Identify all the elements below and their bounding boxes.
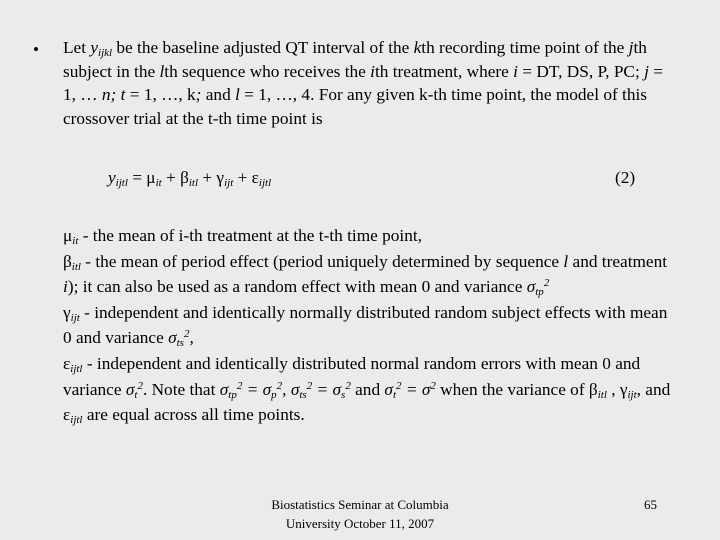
sigma-subscript: tp [535, 286, 544, 299]
gamma-subscript: ijt [627, 388, 637, 401]
eq-beta: + β [161, 168, 189, 187]
var-l: l [235, 85, 240, 104]
gamma-symbol: γ [619, 379, 628, 399]
model-equation [108, 166, 271, 190]
sigma-subscript: p [271, 388, 277, 401]
intro-text: th treatment, where [374, 61, 514, 81]
var-y: y [90, 38, 99, 57]
epsilon-subscript: ijtl [70, 414, 83, 427]
eq-beta-subscript: itl [188, 177, 199, 189]
intro-text: = DT, DS, P, PC; [517, 61, 645, 81]
sigma-superscript: 2 [396, 379, 402, 392]
sigma-superscript: 2 [430, 379, 436, 392]
eq-lhs-subscript: ijtl [115, 177, 128, 189]
gamma-subscript: ijt [70, 311, 80, 324]
var-l: l [159, 61, 165, 81]
var-i: i [370, 61, 375, 81]
intro-text: th recording time point of the [421, 38, 629, 57]
beta-symbol: β [588, 379, 598, 399]
intro-text: ; [195, 85, 202, 104]
bullet-icon: • [33, 40, 39, 59]
var-i: i [63, 277, 68, 297]
sigma-superscript: 2 [236, 379, 243, 392]
beta-definition: - the mean of period effect (period uniquely determined by sequence [80, 251, 564, 271]
var-l: l [563, 251, 569, 271]
sigma-subscript: s [341, 388, 346, 401]
sigma-symbol: σ [125, 379, 135, 399]
intro-text: and [201, 85, 236, 104]
sigma-subscript: ts [299, 388, 307, 401]
beta-subscript: itl [71, 260, 81, 273]
sigma-symbol: σ [290, 379, 300, 399]
note-text: when the variance of [435, 379, 589, 399]
sigma-superscript: 2 [137, 379, 143, 392]
sigma-symbol: σ [262, 379, 272, 399]
epsilon-symbol: ε [63, 353, 71, 373]
mu-subscript: it [72, 235, 79, 247]
note-text: = [401, 379, 422, 399]
gamma-definition: , [189, 328, 194, 348]
footer-line-2: University October 11, 2007 [285, 516, 435, 531]
intro-text: th sequence who receives the [164, 61, 371, 81]
sigma-symbol: σ [384, 379, 393, 399]
sigma-superscript: 2 [183, 328, 190, 341]
epsilon-definition: - independent and identically distributed normal random errors with mean 0 and variance [63, 353, 641, 399]
var-j: j [644, 61, 649, 81]
var-n: n; [101, 85, 117, 104]
sigma-subscript: ts [176, 337, 184, 350]
sigma-symbol: σ [219, 379, 229, 399]
var-i: i [513, 61, 518, 81]
var-k: k [413, 38, 422, 57]
slide-footer [240, 495, 480, 533]
intro-text: = 1, …, 4. For any given k-th time point, the model of this crossover trial at the t-th time point is [63, 85, 648, 128]
sigma-symbol: σ [168, 328, 177, 348]
eq-gamma: + γ [198, 168, 225, 187]
var-j: j [628, 38, 634, 57]
eq-gamma-subscript: ijt [224, 177, 234, 189]
var-t: t [120, 85, 126, 104]
sigma-superscript: 2 [276, 379, 283, 392]
sigma-symbol: σ [332, 379, 342, 399]
eq-epsilon-subscript: ijtl [258, 177, 272, 189]
intro-paragraph [63, 36, 673, 130]
mu-definition: - the mean of i-th treatment at the t-th time point, [78, 226, 422, 245]
intro-text: th subject in the [63, 38, 647, 81]
eq-mu: = μ [127, 168, 156, 187]
beta-symbol: β [63, 251, 72, 271]
note-text: , [606, 379, 620, 399]
intro-text: be the baseline adjusted QT interval of the [112, 38, 414, 57]
eq-mu-subscript: it [155, 177, 162, 189]
sigma-symbol: σ [526, 277, 536, 297]
note-text: are equal across all time points. [82, 405, 305, 425]
beta-subscript: itl [597, 388, 607, 401]
var-y-subscript: ijkl [98, 47, 113, 59]
sigma-superscript: 2 [345, 379, 351, 392]
epsilon-symbol: ε [63, 405, 71, 425]
footer-line-1: Biostatistics Seminar at Columbia [271, 497, 449, 512]
page-number: 65 [644, 497, 657, 512]
definitions-block [63, 223, 673, 428]
beta-definition: ); it can also be used as a random effect with mean 0 and variance [67, 277, 527, 297]
mu-symbol: μ [63, 226, 73, 245]
eq-lhs: y [108, 168, 116, 187]
note-text: , [282, 379, 291, 399]
note-text: = [312, 379, 333, 399]
gamma-definition: - independent and identically normally distributed random subject effects with mean 0 and variance [63, 302, 668, 348]
sigma-superscript: 2 [306, 379, 313, 392]
intro-text: = 1, … [63, 61, 663, 104]
equation-number: (2) [615, 168, 636, 187]
note-text: , and [636, 379, 671, 399]
note-text: = [242, 379, 263, 399]
intro-text: = 1, …, k [125, 85, 196, 104]
epsilon-subscript: ijtl [70, 362, 83, 375]
sigma-symbol: σ [421, 379, 431, 399]
intro-text: Let [63, 38, 91, 57]
note-text: . Note that [142, 379, 220, 399]
sigma-superscript: 2 [543, 277, 550, 290]
eq-epsilon: + ε [233, 168, 259, 187]
sigma-subscript: tp [228, 388, 237, 401]
beta-definition: and treatment [568, 251, 668, 271]
sigma-subscript: t [392, 388, 396, 401]
note-text: and [350, 379, 385, 399]
sigma-subscript: t [134, 388, 138, 401]
gamma-symbol: γ [63, 302, 71, 322]
